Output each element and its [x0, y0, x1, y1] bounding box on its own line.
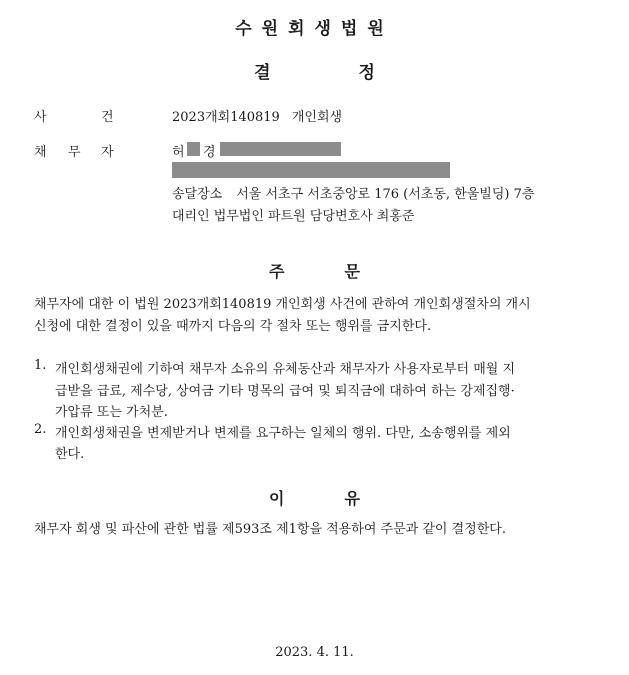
debtor-label [34, 141, 47, 160]
debtor-label-char-3: 자 [101, 145, 114, 160]
document-title-right: 정 [358, 63, 375, 83]
order-item-1-line-2: 급받을 급료, 제수당, 상여금 기타 명목의 급여 및 퇴직금에 대하여 하는 강제집행· [55, 384, 515, 399]
redaction-id [220, 142, 341, 156]
case-value [172, 106, 342, 125]
delivery-address: 서울 서초구 서초중앙로 176 (서초동, 한울빌딩) 7층 [236, 187, 535, 202]
decision-date: 2023. 4. 11. [275, 645, 354, 660]
debtor-label-char-1: 채 [34, 145, 47, 160]
agent-line [172, 205, 414, 224]
agent-label: 대리인 [172, 209, 210, 224]
order-paragraph-line-1: 채무자에 대한 이 법원 2023개회140819 개인회생 사건에 관하여 개인회생절차의 개시 [34, 297, 531, 312]
debtor-label-char-2: 무 [68, 145, 81, 160]
agent-value: 법무법인 파트원 담당변호사 최홍준 [213, 209, 415, 224]
order-item-1-line-1: 개인회생채권에 기하여 채무자 소유의 유체동산과 채무자가 사용자로부터 매월 지 [55, 362, 516, 377]
court-name: 수원회생법원 [235, 19, 394, 39]
order-item-2-number: 2. [34, 422, 47, 437]
order-heading-left: 주 [269, 262, 285, 281]
document-title-left: 결 [254, 63, 271, 83]
case-label-char-1: 사 [34, 110, 47, 125]
order-heading [0, 259, 629, 282]
order-item-2-line-2: 한다. [55, 447, 85, 462]
debtor-name-first: 허 [172, 145, 185, 160]
reason-heading-right: 유 [344, 489, 360, 508]
order-paragraph-line-2: 신청에 대한 결정이 있을 때까지 다음의 각 절차 또는 행위를 금지한다. [34, 319, 432, 334]
case-number: 2023개회140819 [172, 110, 280, 125]
case-label [34, 106, 47, 125]
order-item-1-number: 1. [34, 358, 47, 373]
delivery-label: 송달장소 [172, 187, 223, 202]
case-type: 개인회생 [291, 110, 343, 125]
case-label-end [101, 106, 114, 125]
delivery-address-line [172, 183, 534, 202]
reason-heading-left: 이 [269, 489, 285, 508]
order-item-2-line-1: 개인회생채권을 변제받거나 변제를 요구하는 일체의 행위. 다만, 소송행위를 제외 [55, 426, 511, 441]
debtor-label-end [101, 141, 114, 160]
document-title [0, 58, 629, 83]
redaction-name [187, 142, 200, 156]
reason-text: 채무자 회생 및 파산에 관한 법률 제593조 제1항을 적용하여 주문과 같이 결정한다. [34, 522, 506, 537]
order-heading-right: 문 [344, 262, 360, 281]
debtor-label-mid [68, 141, 81, 160]
debtor-name-last: 경 [203, 145, 216, 160]
case-label-char-2: 건 [101, 110, 114, 125]
reason-heading [0, 486, 629, 509]
redaction-address [172, 162, 450, 178]
order-item-1-line-3: 가압류 또는 가처분. [55, 405, 168, 420]
